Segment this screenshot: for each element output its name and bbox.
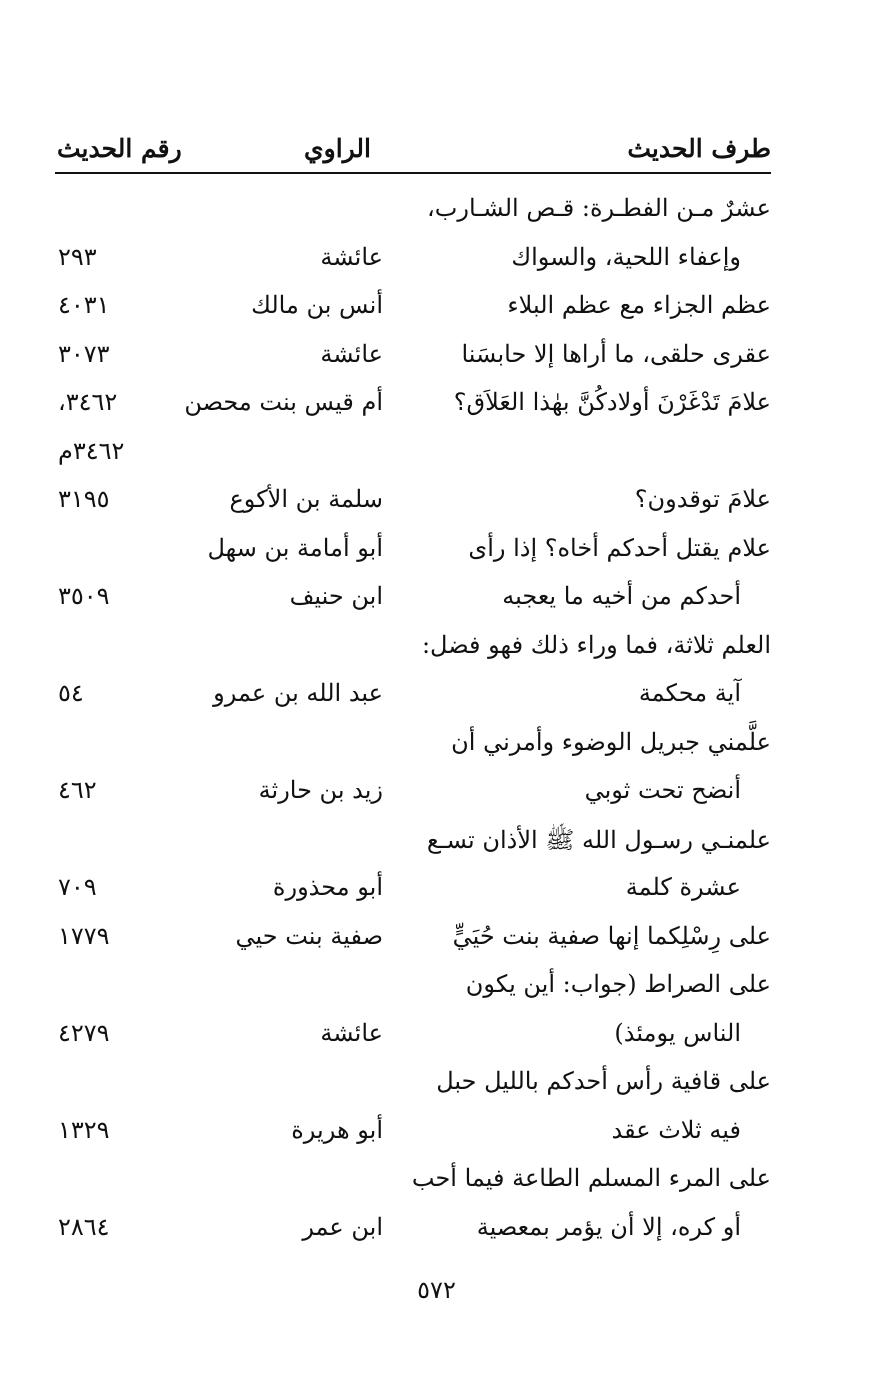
table-row: [0, 1013, 873, 1062]
hadith-number: ٣٤٦٢م: [58, 436, 125, 465]
hadith-number: ٣٤٦٢،: [58, 388, 118, 416]
table-row: [0, 1110, 873, 1159]
hadith-number: ٤٢٧٩: [58, 1018, 110, 1047]
table-row: [0, 722, 873, 771]
table-row: [0, 1061, 873, 1110]
header-narrator: الراوي: [304, 134, 371, 163]
hadith-number: ١٧٧٩: [58, 921, 110, 950]
hadith-text: أحدكم من أخيه ما يعجبه: [502, 582, 741, 610]
table-row: [0, 916, 873, 965]
table-row: [0, 964, 873, 1013]
narrator: ابن حنيف: [289, 582, 383, 610]
narrator: سلمة بن الأكوع: [229, 485, 383, 513]
hadith-text: العلم ثلاثة، فما وراء ذلك فهو فضل:: [421, 630, 771, 659]
table-header: [55, 128, 771, 174]
narrator: أبو أمامة بن سهل: [207, 533, 383, 562]
hadith-text: علامَ تَدْغَرْنَ أولادكُنَّ بهٰذا العَلاَق؟: [453, 388, 771, 416]
hadith-text: آية محكمة: [638, 679, 741, 707]
hadith-index-table: [0, 188, 873, 1255]
narrator: أبو هريرة: [291, 1115, 383, 1144]
hadith-text: على الصراط (جواب: أين يكون: [465, 970, 771, 998]
hadith-number: ٢٨٦٤: [58, 1212, 110, 1241]
table-row: [0, 576, 873, 625]
table-row: [0, 285, 873, 334]
narrator: أبو محذورة: [272, 873, 383, 901]
hadith-number: ٧٠٩: [58, 873, 97, 901]
narrator: أم قيس بنت محصن: [184, 388, 383, 416]
narrator: صفية بنت حيي: [235, 921, 383, 950]
hadith-text: عشرٌ مـن الفطـرة: قـص الشـارب،: [427, 194, 771, 222]
narrator: أنس بن مالك: [251, 291, 383, 319]
table-row: [0, 867, 873, 916]
table-row: [0, 1158, 873, 1207]
hadith-number: ٣٥٠٩: [58, 582, 110, 610]
narrator: زيد بن حارثة: [258, 776, 383, 804]
table-row: [0, 1207, 873, 1256]
hadith-text: عقرى حلقى، ما أراها إلا حابسَنا: [461, 339, 771, 368]
hadith-number: ٥٤: [58, 679, 84, 707]
table-row: [0, 479, 873, 528]
table-row: [0, 382, 873, 431]
page-number: ٥٧٢: [417, 1276, 456, 1304]
narrator: ابن عمر: [302, 1212, 383, 1241]
hadith-text: وإعفاء اللحية، والسواك: [511, 242, 741, 271]
narrator: عائشة: [320, 1018, 383, 1047]
table-row: [0, 431, 873, 480]
header-hadith: طرف الحديث: [627, 134, 771, 163]
hadith-text: علامَ توقدون؟: [634, 485, 771, 513]
narrator: عبد الله بن عمرو: [213, 679, 383, 707]
hadith-text: على المرء المسلم الطاعة فيما أحب: [411, 1164, 771, 1192]
hadith-text: علام يقتل أحدكم أخاه؟ إذا رأى: [468, 533, 771, 562]
hadith-text: الناس يومئذ): [614, 1018, 741, 1047]
table-row: [0, 528, 873, 577]
hadith-text: علَّمني جبريل الوضوء وأمرني أن: [451, 727, 771, 756]
hadith-text: أنضح تحت ثوبي: [584, 776, 741, 804]
table-row: [0, 334, 873, 383]
narrator: عائشة: [320, 339, 383, 368]
hadith-text: علمنـي رسـول الله ﷺ الأذان تسـع: [426, 825, 771, 854]
hadith-number: ٤٦٢: [58, 776, 97, 804]
hadith-text: عشرة كلمة: [625, 873, 741, 901]
hadith-number: ٢٩٣: [58, 242, 97, 271]
table-row: [0, 188, 873, 237]
table-row: [0, 819, 873, 868]
hadith-text: على قافية رأس أحدكم بالليل حبل: [436, 1067, 771, 1095]
hadith-number: ٤٠٣١: [58, 291, 110, 319]
hadith-number: ٣١٩٥: [58, 485, 110, 513]
hadith-text: فيه ثلاث عقد: [611, 1115, 741, 1144]
table-row: [0, 673, 873, 722]
hadith-text: أو كره، إلا أن يؤمر بمعصية: [476, 1212, 741, 1241]
table-row: [0, 625, 873, 674]
table-row: [0, 770, 873, 819]
hadith-number: ٣٠٧٣: [58, 339, 110, 368]
header-number: رقم الحديث: [57, 134, 182, 163]
hadith-number: ١٣٢٩: [58, 1115, 110, 1144]
hadith-text: على رِسْلِكما إنها صفية بنت حُيَيٍّ: [452, 921, 771, 950]
table-row: [0, 237, 873, 286]
hadith-text: عظم الجزاء مع عظم البلاء: [507, 291, 771, 319]
narrator: عائشة: [320, 242, 383, 271]
